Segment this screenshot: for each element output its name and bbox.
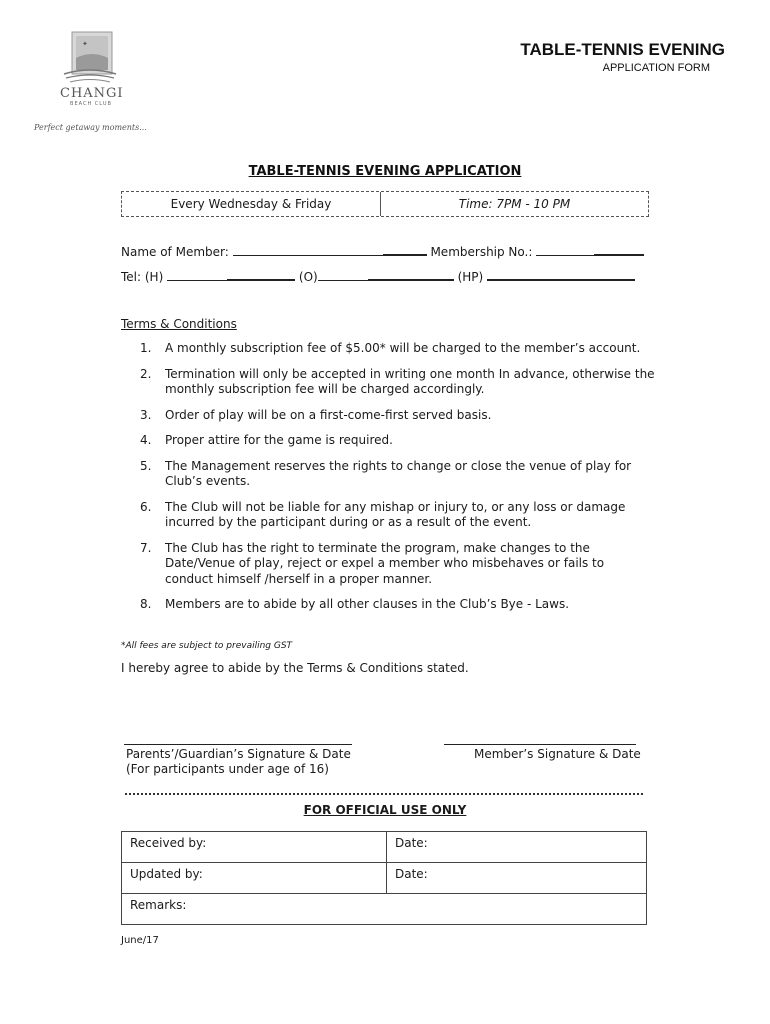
term-number: 1. <box>140 341 152 355</box>
term-number: 6. <box>140 499 152 514</box>
svg-text:✦: ✦ <box>82 40 88 48</box>
changi-beach-club-logo <box>62 28 118 88</box>
dotted-divider <box>125 793 643 795</box>
term-item <box>140 408 655 424</box>
terms-heading: Terms & Conditions <box>121 317 237 331</box>
parent-signature-note: (For participants under age of 16) <box>126 762 329 776</box>
term-text: The Management reserves the rights to change or close the venue of play for Club’s events. <box>165 458 632 488</box>
membership-input-ext[interactable] <box>594 243 644 256</box>
tel-office-input-ext[interactable] <box>368 268 454 281</box>
term-number: 4. <box>140 433 152 447</box>
official-use-heading: FOR OFFICIAL USE ONLY <box>303 803 467 817</box>
remarks-cell[interactable] <box>122 894 647 925</box>
received-by-cell[interactable] <box>122 832 387 863</box>
term-item <box>140 500 655 531</box>
tel-home-input-ext[interactable] <box>227 268 295 281</box>
official-use-table <box>121 831 647 925</box>
name-label: Name of Member: <box>121 245 229 259</box>
name-input[interactable] <box>233 244 383 256</box>
logo-tagline: Perfect getaway moments... <box>34 123 147 132</box>
header-subtitle: APPLICATION FORM <box>602 62 710 74</box>
schedule-days: Every Wednesday & Friday <box>122 192 381 216</box>
term-number: 2. <box>140 366 152 381</box>
gst-note: *All fees are subject to prevailing GST <box>121 641 293 651</box>
term-item <box>140 597 655 613</box>
tel-hp-label: (HP) <box>457 270 484 284</box>
date-label: Date: <box>395 867 428 881</box>
term-number: 8. <box>140 597 152 611</box>
received-date-cell[interactable] <box>387 832 647 863</box>
table-row <box>122 832 647 863</box>
logo-subname: BEACH CLUB <box>70 101 112 107</box>
tel-hp-input[interactable] <box>487 268 635 281</box>
term-number: 5. <box>140 458 152 473</box>
updated-by-label: Updated by: <box>130 867 203 881</box>
footer-date: June/17 <box>121 935 159 946</box>
term-item <box>140 459 655 490</box>
schedule-time: Time: 7PM - 10 PM <box>458 197 571 211</box>
tel-home-input[interactable] <box>167 269 227 281</box>
header-title: TABLE-TENNIS EVENING <box>520 40 725 59</box>
member-signature-line[interactable] <box>444 744 636 745</box>
logo-name: CHANGI <box>60 86 124 101</box>
updated-date-cell[interactable] <box>387 863 647 894</box>
term-text: The Club has the right to terminate the program, make changes to the Date/Venue of play, reject or expel a member who misbehaves or fails to conduct himself /herself in a proper manner. <box>165 540 605 586</box>
term-item <box>140 341 655 357</box>
table-row <box>122 863 647 894</box>
term-text: Order of play will be on a first-come-first served basis. <box>165 407 492 422</box>
tel-row <box>121 268 635 284</box>
membership-label: Membership No.: <box>430 245 533 259</box>
name-input-ext[interactable] <box>383 243 427 256</box>
member-signature-label: Member’s Signature & Date <box>474 747 641 761</box>
term-number: 7. <box>140 540 152 555</box>
term-text: Termination will only be accepted in writing one month In advance, otherwise the monthly subscription fee will be charged accordingly. <box>165 366 655 396</box>
term-text: A monthly subscription fee of $5.00* will be charged to the member’s account. <box>165 341 641 355</box>
remarks-label: Remarks: <box>130 898 187 912</box>
date-label: Date: <box>395 836 428 850</box>
updated-by-cell[interactable] <box>122 863 387 894</box>
term-text: The Club will not be liable for any mishap or injury to, or any loss or damage incurred by the participant during or as a result of the event. <box>165 499 626 529</box>
membership-input[interactable] <box>536 244 594 256</box>
term-item <box>140 541 655 588</box>
form-title: TABLE-TENNIS EVENING APPLICATION <box>248 164 522 179</box>
parent-signature-line[interactable] <box>124 744 352 745</box>
term-number: 3. <box>140 407 152 422</box>
name-row <box>121 243 644 259</box>
parent-signature-label: Parents’/Guardian’s Signature & Date <box>126 747 351 761</box>
received-by-label: Received by: <box>130 836 207 850</box>
tel-home-label: Tel: (H) <box>121 270 164 284</box>
tel-office-input[interactable] <box>318 269 368 281</box>
table-row <box>122 894 647 925</box>
term-text: Members are to abide by all other clauses in the Club’s Bye - Laws. <box>165 597 570 611</box>
term-item <box>140 367 655 398</box>
tel-office-label: (O) <box>298 270 318 284</box>
terms-list <box>140 341 655 623</box>
agreement-statement: I hereby agree to abide by the Terms & Conditions stated. <box>121 661 469 675</box>
term-text: Proper attire for the game is required. <box>165 433 393 447</box>
schedule-box <box>121 191 649 217</box>
term-item <box>140 433 655 449</box>
